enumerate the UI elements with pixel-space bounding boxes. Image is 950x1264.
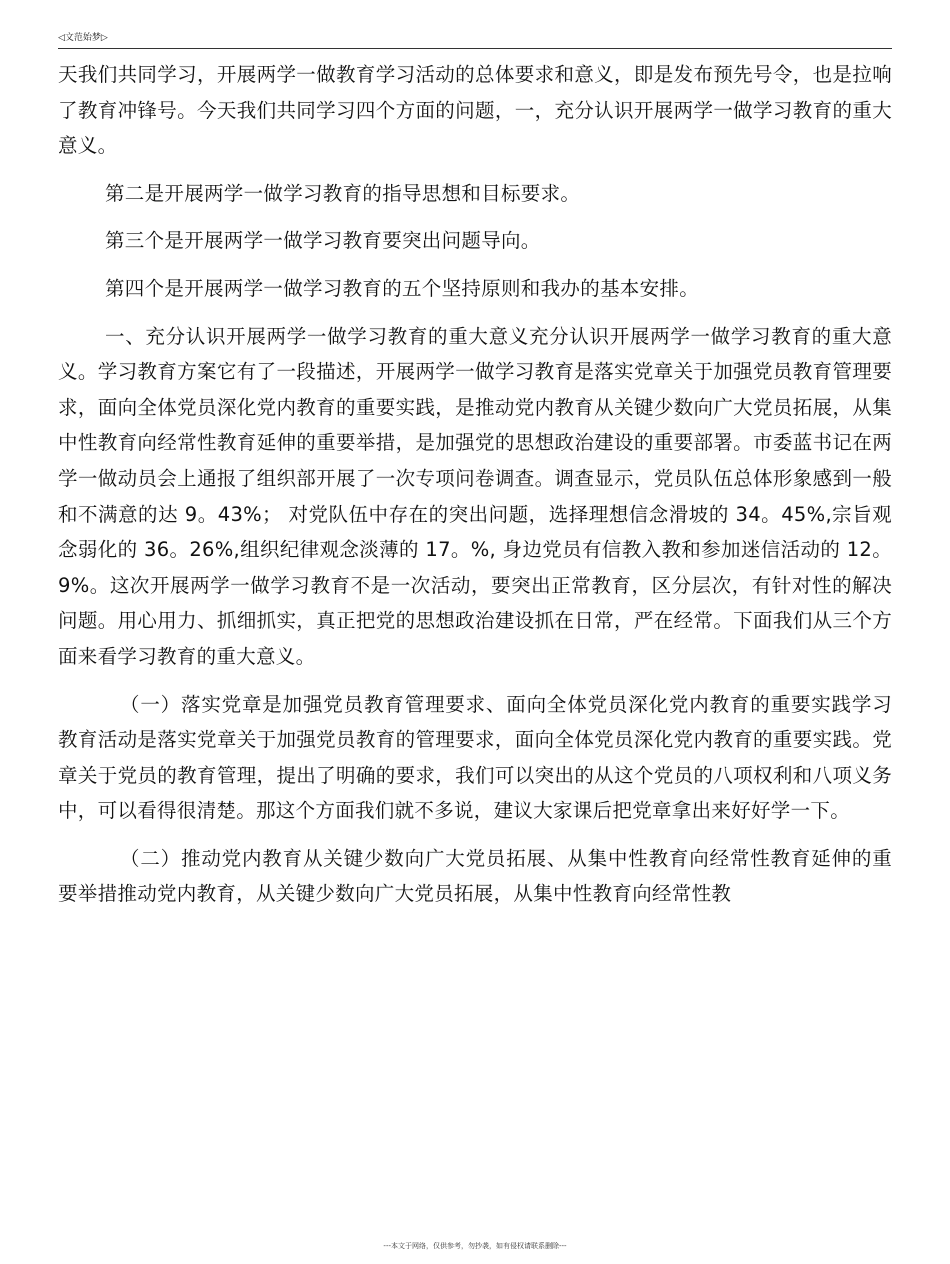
paragraph-point-four: 第四个是开展两学一做学习教育的五个坚持原则和我办的基本安排。 xyxy=(105,276,700,300)
header-mark: ◁文范始梦▷ xyxy=(58,33,108,43)
document-body xyxy=(58,57,892,924)
page-header xyxy=(58,26,892,49)
paragraph-point-three: 第三个是开展两学一做学习教育要突出问题导向。 xyxy=(105,229,541,253)
paragraph-continuation: 天我们共同学习，开展两学一做教育学习活动的总体要求和意义，即是发布预先号令，也是拉响了教育冲锋号。今天我们共同学习四个方面的问题，一，充分认识开展两学一做学习教育的重大意义。 xyxy=(58,63,892,158)
page-footer: ---本文于网络，仅供参考，勿抄袭，如有侵权请联系删除--- xyxy=(383,1242,567,1250)
paragraph-subsection-one: （一）落实党章是加强党员教育管理要求、面向全体党员深化党内教育的重要实践学习教育活动是落实党章关于加强党员教育的管理要求，面向全体党员深化党内教育的重要实践。党章关于党员的教育管理，提出了明确的要求，我们可以突出的从这个党员的八项权利和八项义务中，可以看得很清楚。那这个方面我们就不多说，建议大家课后把党章拿出来好好学一下。 xyxy=(58,692,892,823)
paragraph-section-one: 一、充分认识开展两学一做学习教育的重大意义充分认识开展两学一做学习教育的重大意义。学习教育方案它有了一段描述，开展两学一做学习教育是落实党章关于加强党员教育管理要求，面向全体党员深化党内教育的重要实践，是推动党内教育从关键少数向广大党员拓展，从集中性教育向经常性教育延伸的重要举措，是加强党的思想政治建设的重要部署。市委蓝书记在两学一做动员会上通报了组织部开展了一次专项问卷调查。调查显示，党员队伍总体形象感到一般和不满意的达 9。43%； 对党队伍中存在的突出问题，选择理想信念滑坡的 34。45%,宗旨观念弱化的 36。26%,组织纪律观念淡薄的 17。%, 身边党员有信教入教和参加迷信活动的 12。9%。这次开展两学一做学习教育不是一次活动，要突出正常教育，区分层次，有针对性的解决问题。用心用力、抓细抓实，真正把党的思想政治建设抓在日常，严在经常。下面我们从三个方面来看学习教育的重大意义。 xyxy=(58,324,892,668)
paragraph-point-two: 第二是开展两学一做学习教育的指导思想和目标要求。 xyxy=(105,181,581,205)
paragraph-subsection-two: （二）推动党内教育从关键少数向广大党员拓展、从集中性教育向经常性教育延伸的重要举措推动党内教育，从关键少数向广大党员拓展，从集中性教育向经常性教 xyxy=(58,846,892,906)
